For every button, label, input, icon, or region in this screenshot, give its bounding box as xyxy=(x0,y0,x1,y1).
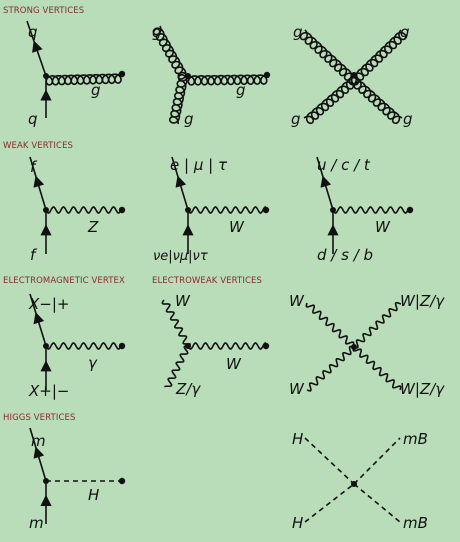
label-h1-right: H xyxy=(88,486,100,504)
ew1-end-dot xyxy=(263,343,269,349)
ew2-wz-br-line xyxy=(353,347,400,390)
ew2-wz-tr-line xyxy=(354,303,401,348)
label-em-bottom: X+|− xyxy=(29,382,70,400)
em-photon-line xyxy=(46,343,122,349)
label-ew1-right: W xyxy=(226,355,241,373)
label-s3-tr: g xyxy=(400,23,410,41)
label-w2-top: e | μ | τ xyxy=(170,156,227,174)
higgs1-end-dot xyxy=(119,478,125,484)
label-h2-br: mB xyxy=(403,514,428,532)
section-label-strong: STRONG VERTICES xyxy=(3,6,85,16)
section-label-em: ELECTROMAGNETIC VERTEX xyxy=(3,276,125,286)
label-s2-bottomleft: g xyxy=(184,110,194,128)
label-ew2-bl: W xyxy=(289,380,304,398)
ew2-w-bl-line xyxy=(307,347,355,391)
label-h1-bottom: m xyxy=(29,514,44,532)
weak1-fermion-out-line-head xyxy=(37,181,46,210)
label-ew2-br: W|Z/γ xyxy=(400,380,445,398)
label-w3-right: W xyxy=(375,218,390,236)
em-vertex-dot xyxy=(43,343,49,349)
label-s3-tl: g xyxy=(293,23,303,41)
strong3-vertex-dot xyxy=(351,72,357,78)
label-em-top: X−|+ xyxy=(29,295,70,313)
em-end-dot xyxy=(119,343,125,349)
strong2-end-dot xyxy=(264,72,270,78)
weak3-vertex-dot xyxy=(330,207,336,213)
ew2-w-tl-line xyxy=(306,303,353,349)
label-ew2-tr: W|Z/γ xyxy=(400,292,445,310)
weak2-w-line xyxy=(188,207,266,213)
ew1-vertex-dot xyxy=(185,343,191,349)
label-s3-br: g xyxy=(403,110,413,128)
strong3-gluon-tl xyxy=(301,30,354,80)
label-h2-tl: H xyxy=(292,430,304,448)
section-label-higgs: HIGGS VERTICES xyxy=(3,413,76,423)
label-ew1-top: W xyxy=(175,292,190,310)
higgs2-vertex-dot xyxy=(351,481,357,487)
label-w2-bottom: νe|νμ|ντ xyxy=(153,249,208,264)
weak3-end-dot xyxy=(407,207,413,213)
label-w3-bottom: d / s / b xyxy=(317,246,374,264)
strong1-vertex-dot xyxy=(43,73,49,79)
weak1-z-line xyxy=(46,207,122,213)
ew2-vertex-dot xyxy=(351,344,357,350)
higgs2-h-tl-line xyxy=(305,438,354,484)
label-ew1-bottom: Z/γ xyxy=(176,380,201,398)
label-w2-right: W xyxy=(229,218,244,236)
higgs2-h-bl-line xyxy=(305,484,354,522)
higgs2-mb-br-line xyxy=(354,484,400,522)
label-s1-top: q xyxy=(28,23,38,41)
strong1-quark-out-line-head xyxy=(36,46,46,76)
label-s1-bottom: q xyxy=(28,110,38,128)
higgs1-mass-out-line-head xyxy=(37,452,46,481)
weak3-upquark-out-line-head xyxy=(324,181,333,210)
label-h1-top: m xyxy=(31,432,46,450)
strong3-gluon-tr xyxy=(354,30,406,80)
higgs2-mb-tr-line xyxy=(354,438,400,484)
label-ew2-tl: W xyxy=(289,292,304,310)
em-charged-out-line-head xyxy=(37,317,46,346)
weak1-vertex-dot xyxy=(43,207,49,213)
weak1-end-dot xyxy=(119,207,125,213)
label-s3-bl: g xyxy=(291,110,301,128)
label-em-right: γ xyxy=(88,354,97,372)
ew1-w-right-line xyxy=(188,343,266,349)
label-w1-bottom: f xyxy=(30,246,36,264)
strong2-gluon-right xyxy=(188,75,267,85)
section-label-ew: ELECTROWEAK VERTICES xyxy=(152,276,262,286)
weak2-vertex-dot xyxy=(185,207,191,213)
weak2-end-dot xyxy=(263,207,269,213)
section-label-weak: WEAK VERTICES xyxy=(3,141,74,151)
weak2-lepton-out-line-head xyxy=(179,181,188,210)
strong1-gluon-line xyxy=(46,74,121,85)
label-s1-right: g xyxy=(91,81,101,99)
strong1-end-dot xyxy=(119,71,125,77)
label-s2-right: g xyxy=(236,81,246,99)
strong2-vertex-dot xyxy=(185,73,191,79)
weak3-w-line xyxy=(333,207,410,213)
label-s2-topleft: g xyxy=(152,23,162,41)
label-w3-top: u / c / t xyxy=(317,156,370,174)
label-h2-tr: mB xyxy=(403,430,428,448)
label-h2-bl: H xyxy=(292,514,304,532)
label-w1-right: Z xyxy=(88,218,99,236)
strong3-gluon-br xyxy=(350,75,403,123)
higgs1-vertex-dot xyxy=(43,478,49,484)
label-w1-top: f xyxy=(30,158,36,176)
